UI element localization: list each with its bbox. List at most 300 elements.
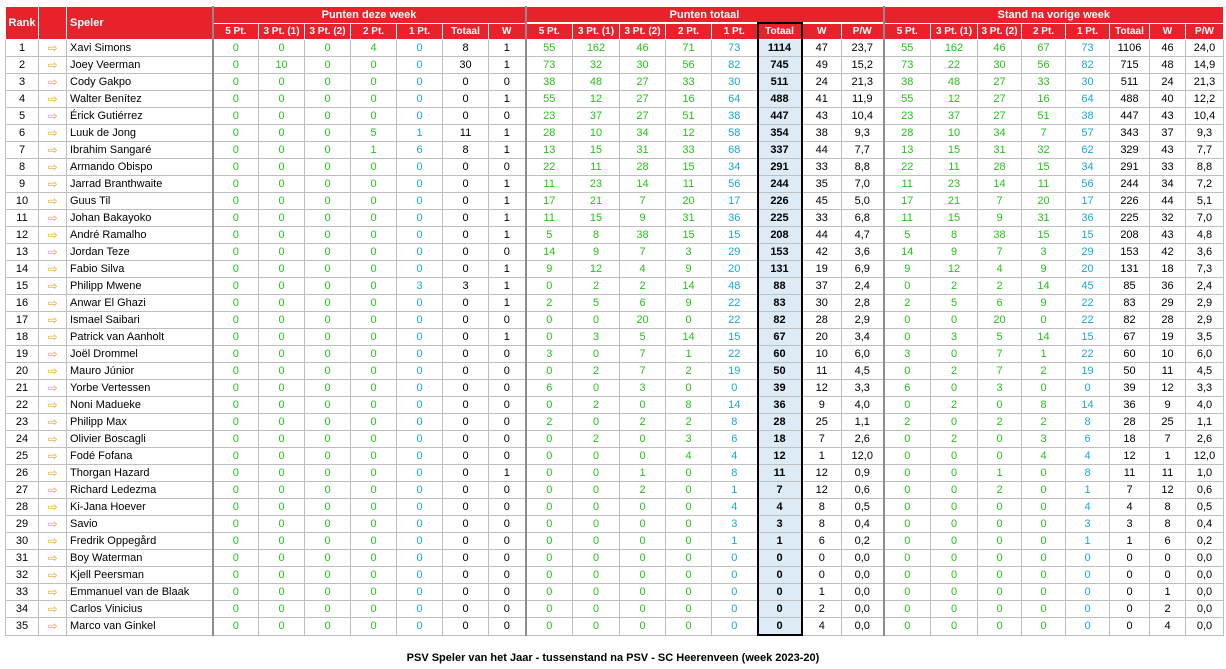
prev-value-cell: 14,9 [1186, 57, 1224, 74]
prev-value-cell: 0,0 [1186, 618, 1224, 636]
prev-value-cell: 9 [1022, 261, 1066, 278]
total-value-cell: 8 [712, 465, 758, 482]
week-value-cell: 0 [351, 193, 397, 210]
week-value-cell: 0 [489, 108, 526, 125]
prev-value-cell: 9,3 [1186, 125, 1224, 142]
total-value-cell: 226 [758, 193, 802, 210]
rank-cell: 8 [6, 159, 39, 176]
prev-value-cell: 2,9 [1186, 295, 1224, 312]
week-value-cell: 0 [259, 516, 305, 533]
week-value-cell: 0 [443, 414, 489, 431]
player-name: Ibrahim Sangaré [67, 142, 213, 159]
week-value-cell: 0 [305, 210, 351, 227]
week-value-cell: 0 [305, 278, 351, 295]
week-value-cell: 0 [213, 278, 259, 295]
total-value-cell: 488 [758, 91, 802, 108]
prev-value-cell: 0 [884, 363, 931, 380]
week-value-cell: 0 [443, 584, 489, 601]
prev-value-cell: 27 [978, 91, 1022, 108]
total-value-cell: 25 [802, 414, 842, 431]
total-value-cell: 511 [758, 74, 802, 91]
prev-value-cell: 23 [884, 108, 931, 125]
prev-value-cell: 0,5 [1186, 499, 1224, 516]
prev-value-cell: 15 [1022, 227, 1066, 244]
player-name: André Ramalho [67, 227, 213, 244]
total-value-cell: 0 [712, 584, 758, 601]
player-name: Érick Gutiérrez [67, 108, 213, 125]
total-value-cell: 0 [573, 533, 620, 550]
prev-value-cell: 24,0 [1186, 40, 1224, 57]
prev-value-cell: 28 [884, 125, 931, 142]
prev-value-cell: 14 [1066, 397, 1110, 414]
prev-subheader: 3 Pt. (2) [978, 23, 1022, 40]
total-value-cell: 0 [526, 584, 573, 601]
prev-value-cell: 0 [1022, 533, 1066, 550]
rank-cell: 29 [6, 516, 39, 533]
week-value-cell: 0 [397, 482, 443, 499]
right-arrow-icon: ⇨ [39, 482, 67, 499]
table-row [6, 125, 1224, 142]
week-value-cell: 0 [305, 516, 351, 533]
rank-cell: 31 [6, 550, 39, 567]
total-value-cell: 153 [758, 244, 802, 261]
total-value-cell: 34 [712, 159, 758, 176]
week-value-cell: 0 [489, 584, 526, 601]
total-value-cell: 0 [526, 431, 573, 448]
prev-value-cell: 131 [1110, 261, 1150, 278]
total-value-cell: 0 [666, 618, 712, 636]
player-name: Kjell Peersman [67, 567, 213, 584]
week-value-cell: 0 [443, 448, 489, 465]
prev-value-cell: 1,0 [1186, 465, 1224, 482]
right-arrow-icon: ⇨ [39, 601, 67, 618]
prev-value-cell: 0 [1066, 380, 1110, 397]
week-value-cell: 0 [489, 380, 526, 397]
total-value-cell: 3 [712, 516, 758, 533]
total-value-cell: 15 [573, 210, 620, 227]
total-value-cell: 33 [802, 159, 842, 176]
table-row [6, 363, 1224, 380]
total-value-cell: 0 [526, 312, 573, 329]
prev-value-cell: 40 [1150, 91, 1186, 108]
week-value-cell: 0 [259, 499, 305, 516]
prev-value-cell: 82 [1110, 312, 1150, 329]
week-value-cell: 0 [397, 193, 443, 210]
rank-cell: 2 [6, 57, 39, 74]
prev-value-cell: 0 [884, 499, 931, 516]
prev-value-cell: 55 [884, 40, 931, 57]
prev-value-cell: 162 [931, 40, 978, 57]
total-value-cell: 6 [712, 431, 758, 448]
prev-value-cell: 11 [884, 176, 931, 193]
right-arrow-icon: ⇨ [39, 91, 67, 108]
prev-value-cell: 0 [931, 380, 978, 397]
right-arrow-icon: ⇨ [39, 346, 67, 363]
player-name: Ki-Jana Hoever [67, 499, 213, 516]
total-subheader: 2 Pt. [666, 23, 712, 40]
week-value-cell: 1 [489, 227, 526, 244]
prev-value-cell: 6 [1150, 533, 1186, 550]
week-value-cell: 0 [259, 91, 305, 108]
week-value-cell: 0 [351, 278, 397, 295]
week-value-cell: 0 [489, 431, 526, 448]
total-value-cell: 9 [802, 397, 842, 414]
prev-value-cell: 0 [884, 448, 931, 465]
week-value-cell: 0 [489, 244, 526, 261]
prev-value-cell: 5 [978, 329, 1022, 346]
total-value-cell: 2,6 [842, 431, 884, 448]
week-value-cell: 0 [351, 363, 397, 380]
total-value-cell: 5 [620, 329, 666, 346]
total-value-cell: 0 [666, 584, 712, 601]
right-arrow-icon: ⇨ [39, 380, 67, 397]
total-value-cell: 4,7 [842, 227, 884, 244]
rank-cell: 6 [6, 125, 39, 142]
rank-cell: 15 [6, 278, 39, 295]
total-value-cell: 2,9 [842, 312, 884, 329]
total-value-cell: 14 [526, 244, 573, 261]
total-subheader: W [802, 23, 842, 40]
prev-value-cell: 18 [1150, 261, 1186, 278]
total-value-cell: 83 [758, 295, 802, 312]
total-value-cell: 28 [620, 159, 666, 176]
prev-value-cell: 20 [1066, 261, 1110, 278]
total-value-cell: 0 [758, 584, 802, 601]
right-arrow-icon: ⇨ [39, 465, 67, 482]
week-value-cell: 0 [489, 482, 526, 499]
total-value-cell: 0 [802, 550, 842, 567]
prev-value-cell: 31 [1022, 210, 1066, 227]
prev-value-cell: 0 [884, 278, 931, 295]
rank-cell: 32 [6, 567, 39, 584]
prev-value-cell: 329 [1110, 142, 1150, 159]
total-value-cell: 8 [712, 414, 758, 431]
week-value-cell: 0 [213, 363, 259, 380]
week-subheader: 3 Pt. (1) [259, 23, 305, 40]
player-name: Richard Ledezma [67, 482, 213, 499]
total-value-cell: 18 [758, 431, 802, 448]
week-value-cell: 0 [443, 346, 489, 363]
total-value-cell: 13 [526, 142, 573, 159]
prev-value-cell: 43 [1150, 142, 1186, 159]
week-value-cell: 0 [213, 533, 259, 550]
prev-value-cell: 14 [978, 176, 1022, 193]
prev-value-cell: 3 [1110, 516, 1150, 533]
total-value-cell: 2 [573, 397, 620, 414]
week-value-cell: 0 [351, 499, 397, 516]
prev-value-cell: 0 [978, 567, 1022, 584]
total-value-cell: 2 [526, 295, 573, 312]
table-row [6, 91, 1224, 108]
player-name: Ismael Saibari [67, 312, 213, 329]
total-value-cell: 745 [758, 57, 802, 74]
prev-value-cell: 83 [1110, 295, 1150, 312]
standings-sheet [5, 6, 1224, 636]
prev-value-cell: 11 [1022, 176, 1066, 193]
total-value-cell: 1 [666, 346, 712, 363]
total-value-cell: 7 [758, 482, 802, 499]
prev-value-cell: 29 [1066, 244, 1110, 261]
table-row [6, 244, 1224, 261]
player-name: Xavi Simons [67, 40, 213, 57]
total-value-cell: 12 [666, 125, 712, 142]
week-value-cell: 0 [213, 414, 259, 431]
prev-value-cell: 0 [931, 533, 978, 550]
total-value-cell: 0 [526, 567, 573, 584]
week-value-cell: 1 [489, 261, 526, 278]
total-value-cell: 0 [620, 567, 666, 584]
week-value-cell: 1 [489, 465, 526, 482]
total-value-cell: 0 [666, 601, 712, 618]
prev-value-cell: 1 [1066, 533, 1110, 550]
week-value-cell: 0 [351, 210, 397, 227]
week-value-cell: 0 [213, 261, 259, 278]
week-value-cell: 0 [443, 499, 489, 516]
prev-value-cell: 0 [978, 601, 1022, 618]
week-value-cell: 0 [213, 550, 259, 567]
total-value-cell: 20 [620, 312, 666, 329]
prev-value-cell: 2 [978, 482, 1022, 499]
prev-value-cell: 34 [978, 125, 1022, 142]
total-value-cell: 0 [620, 550, 666, 567]
week-value-cell: 0 [443, 363, 489, 380]
week-value-cell: 0 [443, 380, 489, 397]
prev-value-cell: 0 [1022, 601, 1066, 618]
prev-value-cell: 0 [931, 584, 978, 601]
total-value-cell: 41 [802, 91, 842, 108]
rank-cell: 13 [6, 244, 39, 261]
total-value-cell: 0 [758, 567, 802, 584]
week-value-cell: 0 [259, 618, 305, 636]
week-value-cell: 0 [489, 448, 526, 465]
total-value-cell: 37 [802, 278, 842, 295]
total-value-cell: 6 [620, 295, 666, 312]
week-value-cell: 1 [489, 40, 526, 57]
rank-cell: 34 [6, 601, 39, 618]
week-value-cell: 1 [489, 142, 526, 159]
total-value-cell: 17 [526, 193, 573, 210]
total-value-cell: 0 [620, 584, 666, 601]
total-value-cell: 20 [712, 261, 758, 278]
player-name: Savio [67, 516, 213, 533]
total-value-cell: 0 [666, 312, 712, 329]
total-value-cell: 49 [802, 57, 842, 74]
week-value-cell: 0 [259, 550, 305, 567]
prev-value-cell: 291 [1110, 159, 1150, 176]
total-subheader: 5 Pt. [526, 23, 573, 40]
total-value-cell: 0 [573, 346, 620, 363]
week-value-cell: 0 [259, 176, 305, 193]
total-value-cell: 30 [712, 74, 758, 91]
prev-value-cell: 60 [1110, 346, 1150, 363]
table-row [6, 499, 1224, 516]
prev-value-cell: 4 [1110, 499, 1150, 516]
prev-value-cell: 4,8 [1186, 227, 1224, 244]
total-value-cell: 2 [666, 363, 712, 380]
week-value-cell: 1 [489, 193, 526, 210]
total-value-cell: 6,9 [842, 261, 884, 278]
prev-value-cell: 1 [1150, 448, 1186, 465]
prev-subheader: 1 Pt. [1066, 23, 1110, 40]
total-value-cell: 12 [573, 261, 620, 278]
prev-value-cell: 0 [978, 550, 1022, 567]
total-value-cell: 0 [666, 516, 712, 533]
week-value-cell: 0 [397, 584, 443, 601]
table-row [6, 227, 1224, 244]
week-value-cell: 6 [397, 142, 443, 159]
prev-value-cell: 38 [1066, 108, 1110, 125]
week-value-cell: 0 [305, 91, 351, 108]
week-value-cell: 0 [397, 57, 443, 74]
prev-value-cell: 51 [1022, 108, 1066, 125]
rank-cell: 35 [6, 618, 39, 636]
prev-value-cell: 1 [1150, 584, 1186, 601]
player-name: Fredrik Oppegård [67, 533, 213, 550]
prev-value-cell: 6 [978, 295, 1022, 312]
week-value-cell: 0 [489, 74, 526, 91]
week-value-cell: 0 [213, 295, 259, 312]
week-value-cell: 0 [305, 380, 351, 397]
total-value-cell: 11 [802, 363, 842, 380]
prev-value-cell: 55 [884, 91, 931, 108]
week-value-cell: 0 [443, 176, 489, 193]
prev-value-cell: 2 [1022, 414, 1066, 431]
total-value-cell: 162 [573, 40, 620, 57]
prev-value-cell: 48 [931, 74, 978, 91]
week-value-cell: 0 [213, 448, 259, 465]
prev-value-cell: 0 [931, 499, 978, 516]
week-value-cell: 0 [213, 193, 259, 210]
total-value-cell: 0 [666, 533, 712, 550]
right-arrow-icon: ⇨ [39, 278, 67, 295]
total-value-cell: 29 [712, 244, 758, 261]
right-arrow-icon: ⇨ [39, 329, 67, 346]
week-subheader: 2 Pt. [351, 23, 397, 40]
prev-value-cell: 30 [1066, 74, 1110, 91]
player-name: Anwar El Ghazi [67, 295, 213, 312]
total-value-cell: 0 [526, 482, 573, 499]
week-value-cell: 0 [443, 210, 489, 227]
table-row [6, 261, 1224, 278]
prev-value-cell: 34 [1066, 159, 1110, 176]
week-value-cell: 0 [397, 40, 443, 57]
prev-value-cell: 32 [1022, 142, 1066, 159]
rank-cell: 27 [6, 482, 39, 499]
week-value-cell: 1 [489, 295, 526, 312]
total-value-cell: 2 [526, 414, 573, 431]
table-row [6, 295, 1224, 312]
prev-value-cell: 9 [978, 210, 1022, 227]
right-arrow-icon: ⇨ [39, 448, 67, 465]
week-value-cell: 0 [305, 346, 351, 363]
week-value-cell: 0 [443, 618, 489, 636]
total-value-cell: 50 [758, 363, 802, 380]
rank-cell: 1 [6, 40, 39, 57]
week-value-cell: 0 [259, 74, 305, 91]
prev-value-cell: 0 [884, 584, 931, 601]
week-value-cell: 0 [213, 499, 259, 516]
prev-value-cell: 8 [1066, 465, 1110, 482]
total-value-cell: 0 [526, 550, 573, 567]
total-value-cell: 6,8 [842, 210, 884, 227]
week-value-cell: 0 [213, 176, 259, 193]
total-value-cell: 36 [712, 210, 758, 227]
prev-value-cell: 39 [1110, 380, 1150, 397]
total-value-cell: 6,0 [842, 346, 884, 363]
prev-value-cell: 20 [1022, 193, 1066, 210]
total-value-cell: 16 [666, 91, 712, 108]
prev-value-cell: 7 [978, 363, 1022, 380]
week-value-cell: 0 [213, 567, 259, 584]
week-value-cell: 0 [259, 380, 305, 397]
right-arrow-icon: ⇨ [39, 74, 67, 91]
total-value-cell: 0 [526, 278, 573, 295]
prev-value-cell: 37 [931, 108, 978, 125]
week-value-cell: 0 [259, 329, 305, 346]
week-value-cell: 0 [213, 465, 259, 482]
prev-value-cell: 19 [1066, 363, 1110, 380]
total-value-cell: 1114 [758, 40, 802, 57]
week-value-cell: 0 [351, 516, 397, 533]
week-value-cell: 0 [443, 227, 489, 244]
total-value-cell: 0,4 [842, 516, 884, 533]
total-group-header: Punten totaal [526, 7, 884, 24]
prev-value-cell: 27 [978, 74, 1022, 91]
prev-value-cell: 3,5 [1186, 329, 1224, 346]
week-value-cell: 0 [489, 414, 526, 431]
total-value-cell: 0 [573, 618, 620, 636]
total-value-cell: 73 [526, 57, 573, 74]
prev-value-cell: 43 [1150, 227, 1186, 244]
player-name: Carlos Vinicius [67, 601, 213, 618]
prev-value-cell: 0 [884, 550, 931, 567]
prev-value-cell: 0,0 [1186, 584, 1224, 601]
total-value-cell: 0 [573, 465, 620, 482]
right-arrow-icon: ⇨ [39, 176, 67, 193]
week-value-cell: 0 [397, 346, 443, 363]
prev-value-cell: 7 [978, 193, 1022, 210]
total-value-cell: 0 [620, 618, 666, 636]
right-arrow-icon: ⇨ [39, 40, 67, 57]
prev-value-cell: 0 [884, 567, 931, 584]
week-value-cell: 0 [213, 601, 259, 618]
total-value-cell: 35 [802, 176, 842, 193]
total-value-cell: 0 [526, 499, 573, 516]
week-value-cell: 0 [213, 74, 259, 91]
prev-value-cell: 0 [978, 448, 1022, 465]
total-value-cell: 225 [758, 210, 802, 227]
week-value-cell: 0 [489, 601, 526, 618]
prev-value-cell: 10 [931, 125, 978, 142]
week-value-cell: 8 [443, 40, 489, 57]
week-value-cell: 0 [443, 482, 489, 499]
total-value-cell: 7 [802, 431, 842, 448]
prev-value-cell: 31 [978, 142, 1022, 159]
week-value-cell: 0 [305, 363, 351, 380]
total-value-cell: 15 [666, 227, 712, 244]
total-value-cell: 32 [573, 57, 620, 74]
prev-value-cell: 7,7 [1186, 142, 1224, 159]
week-value-cell: 5 [351, 125, 397, 142]
total-value-cell: 3 [620, 380, 666, 397]
table-row [6, 74, 1224, 91]
prev-value-cell: 0 [931, 567, 978, 584]
total-value-cell: 8 [666, 397, 712, 414]
rank-cell: 21 [6, 380, 39, 397]
week-value-cell: 0 [397, 227, 443, 244]
prev-value-cell: 48 [1150, 57, 1186, 74]
week-value-cell: 0 [397, 210, 443, 227]
